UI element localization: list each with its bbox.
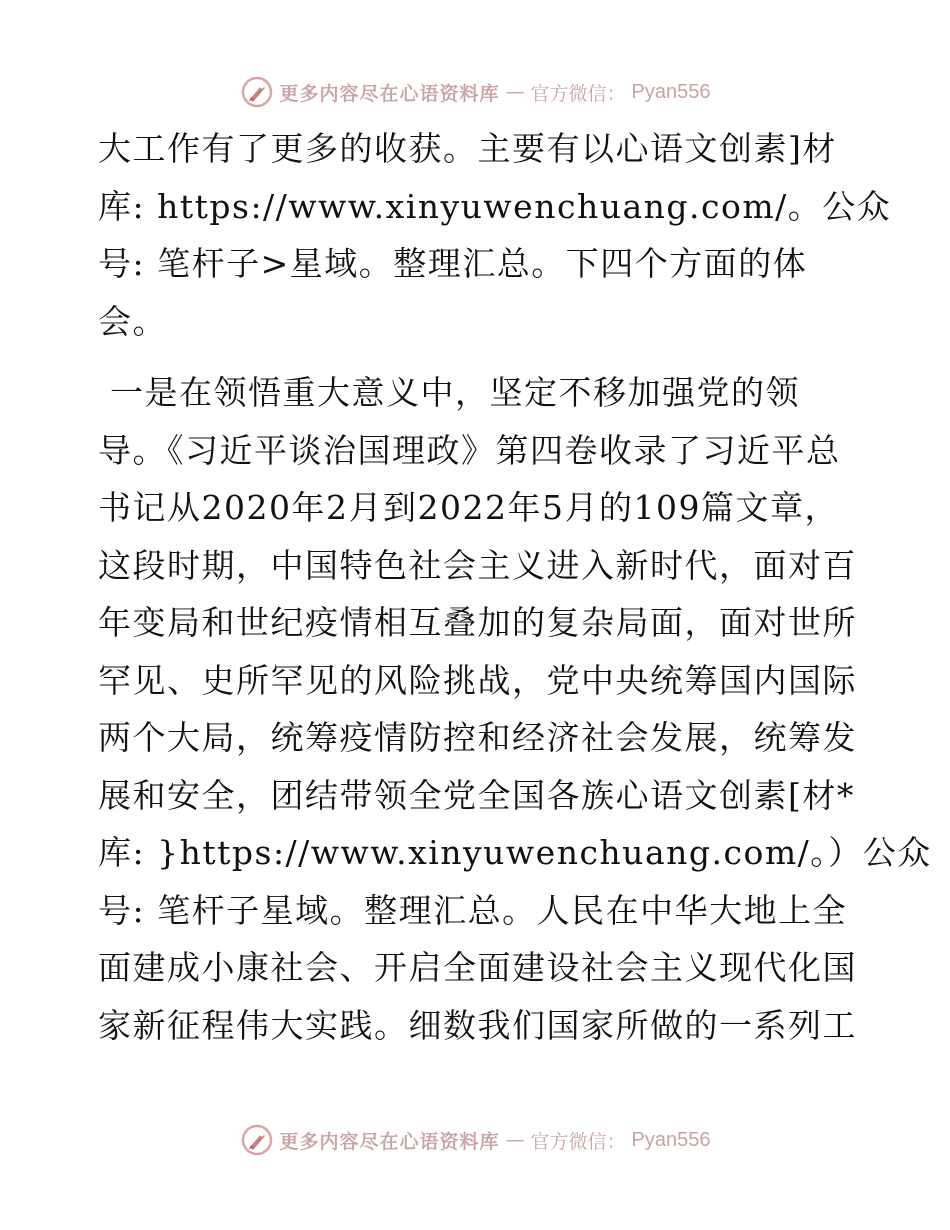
wechat-label: 官方微信： [530, 82, 626, 105]
banner-separator: — [505, 1129, 525, 1151]
pen-nib-seal-icon [240, 75, 274, 109]
paragraph-2 [98, 364, 932, 1054]
document-body [98, 120, 932, 1054]
text-line: 号: 笔杆子>星域。整理汇总。下四个方面的体 [98, 244, 808, 283]
footer-watermark-banner [0, 1120, 950, 1160]
header-watermark-banner [0, 72, 950, 112]
text-line: 家新征程伟大实践。细数我们国家所做的一系列工 [98, 1005, 857, 1045]
banner-separator: — [505, 81, 525, 103]
footer-banner-content [240, 1123, 711, 1157]
site-name-text: 更多内容尽在心语资料库 [279, 82, 500, 105]
text-line: 两个大局，统筹疫情防控和经济社会发展，统筹发 [98, 718, 857, 757]
text-line: 展和安全，团结带领全党全国各族心语文创素[材* [98, 775, 855, 815]
text-line: 罕见、史所罕见的风险挑战，党中央统筹国内国际 [98, 660, 857, 700]
text-line: 大工作有了更多的收获。主要有以心语文创素]材 [98, 129, 837, 168]
pen-nib-seal-icon [240, 1123, 274, 1157]
paragraph-gap [98, 350, 858, 364]
text-line: 号: 笔杆子星域。整理汇总。人民在中华大地上全 [98, 890, 848, 930]
text-line: 导。《习近平谈治国理政》第四卷收录了习近平总 [98, 430, 841, 470]
wechat-label: 官方微信： [530, 1130, 626, 1153]
header-banner-content [240, 75, 711, 109]
text-line: 库: }https://www.xinyuwenchuang.com/。）公众 [98, 833, 932, 872]
text-line: 面建成小康社会、开启全面建设社会主义现代化国 [98, 948, 857, 987]
paragraph-1 [98, 120, 892, 350]
wechat-id: Pyan556 [631, 1128, 711, 1151]
text-line: 库: https://www.xinyuwenchuang.com/。公众 [98, 186, 892, 226]
site-name-text: 更多内容尽在心语资料库 [279, 1130, 500, 1153]
wechat-id: Pyan556 [631, 80, 711, 103]
text-line: 一是在领悟重大意义中，坚定不移加强党的领 [110, 373, 800, 412]
text-line: 这段时期，中国特色社会主义进入新时代，面对百 [98, 545, 857, 585]
text-line: 书记从2020年2月到2022年5月的109篇文章， [98, 488, 839, 527]
text-line: 年变局和世纪疫情相互叠加的复杂局面，面对世所 [98, 603, 857, 642]
text-line: 会。 [98, 301, 167, 341]
